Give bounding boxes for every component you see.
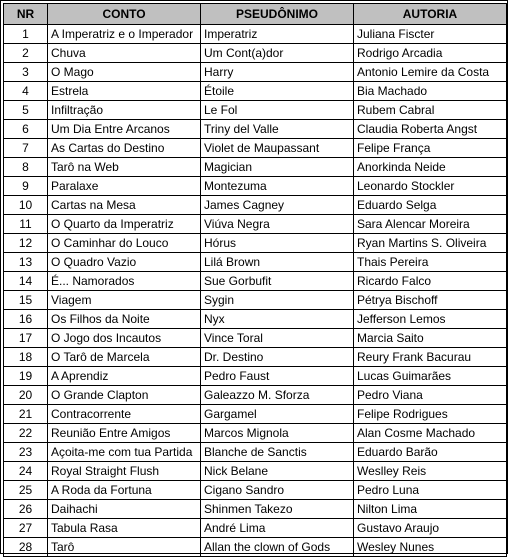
cell-conto[interactable]: Tarô: [48, 538, 201, 557]
cell-pseudonimo[interactable]: Montezuma: [201, 177, 354, 196]
cell-autoria[interactable]: Marcia Saito: [354, 329, 507, 348]
cell-conto[interactable]: É... Namorados: [48, 272, 201, 291]
table-row: [4, 500, 507, 519]
cell-nr[interactable]: 7: [4, 139, 48, 158]
cell-pseudonimo[interactable]: Sygin: [201, 291, 354, 310]
cell-pseudonimo[interactable]: Magician: [201, 158, 354, 177]
cell-autoria[interactable]: Alan Cosme Machado: [354, 424, 507, 443]
cell-pseudonimo[interactable]: Cigano Sandro: [201, 481, 354, 500]
cell-autoria[interactable]: Felipe Rodrigues: [354, 405, 507, 424]
cell-conto[interactable]: Daihachi: [48, 500, 201, 519]
table-row: [4, 424, 507, 443]
cell-autoria[interactable]: Sara Alencar Moreira: [354, 215, 507, 234]
cell-conto[interactable]: Paralaxe: [48, 177, 201, 196]
table-row: [4, 291, 507, 310]
cell-autoria[interactable]: Lucas Guimarães: [354, 367, 507, 386]
table-row: [4, 101, 507, 120]
cell-conto[interactable]: Reunião Entre Amigos: [48, 424, 201, 443]
table-row: [4, 272, 507, 291]
cell-autoria[interactable]: Jefferson Lemos: [354, 310, 507, 329]
cell-conto[interactable]: O Jogo dos Incautos: [48, 329, 201, 348]
cell-pseudonimo[interactable]: Pedro Faust: [201, 367, 354, 386]
cell-autoria[interactable]: Pedro Viana: [354, 386, 507, 405]
table-row: [4, 139, 507, 158]
cell-nr[interactable]: 18: [4, 348, 48, 367]
cell-autoria[interactable]: Thais Pereira: [354, 253, 507, 272]
cell-pseudonimo[interactable]: Sue Gorbufit: [201, 272, 354, 291]
cell-pseudonimo[interactable]: Blanche de Sanctis: [201, 443, 354, 462]
cell-pseudonimo[interactable]: Étoile: [201, 82, 354, 101]
cell-autoria[interactable]: Claudia Roberta Angst: [354, 120, 507, 139]
cell-nr[interactable]: 9: [4, 177, 48, 196]
cell-autoria[interactable]: Weslley Reis: [354, 462, 507, 481]
cell-pseudonimo[interactable]: Harry: [201, 63, 354, 82]
cell-nr[interactable]: 4: [4, 82, 48, 101]
cell-pseudonimo[interactable]: Marcos Mignola: [201, 424, 354, 443]
cell-nr[interactable]: 25: [4, 481, 48, 500]
cell-autoria[interactable]: Eduardo Barão: [354, 443, 507, 462]
cell-nr[interactable]: 13: [4, 253, 48, 272]
cell-pseudonimo[interactable]: Lilá Brown: [201, 253, 354, 272]
table-row: [4, 386, 507, 405]
cell-nr[interactable]: 3: [4, 63, 48, 82]
cell-pseudonimo[interactable]: André Lima: [201, 519, 354, 538]
cell-conto[interactable]: Tabula Rasa: [48, 519, 201, 538]
table-row: [4, 63, 507, 82]
table-row: [4, 462, 507, 481]
table-row: [4, 196, 507, 215]
table-row: [4, 82, 507, 101]
header-nr[interactable]: NR: [4, 4, 48, 25]
cell-autoria[interactable]: Antonio Lemire da Costa: [354, 63, 507, 82]
cell-pseudonimo[interactable]: Le Fol: [201, 101, 354, 120]
cell-conto[interactable]: Cartas na Mesa: [48, 196, 201, 215]
cell-nr[interactable]: 1: [4, 25, 48, 44]
cell-pseudonimo[interactable]: Galeazzo M. Sforza: [201, 386, 354, 405]
cell-nr[interactable]: 12: [4, 234, 48, 253]
table-row: [4, 215, 507, 234]
header-autoria[interactable]: AUTORIA: [354, 4, 507, 25]
cell-autoria[interactable]: Wesley Nunes: [354, 538, 507, 557]
cell-conto[interactable]: O Tarô de Marcela: [48, 348, 201, 367]
cell-conto[interactable]: Infiltração: [48, 101, 201, 120]
cell-autoria[interactable]: Nilton Lima: [354, 500, 507, 519]
cell-conto[interactable]: Açoita-me com tua Partida: [48, 443, 201, 462]
cell-conto[interactable]: Viagem: [48, 291, 201, 310]
cell-pseudonimo[interactable]: Nyx: [201, 310, 354, 329]
cell-conto[interactable]: Tarô na Web: [48, 158, 201, 177]
cell-conto[interactable]: Contracorrente: [48, 405, 201, 424]
table-row: [4, 348, 507, 367]
cell-autoria[interactable]: Reury Frank Bacurau: [354, 348, 507, 367]
cell-autoria[interactable]: Felipe França: [354, 139, 507, 158]
cell-pseudonimo[interactable]: Shinmen Takezo: [201, 500, 354, 519]
stories-table: [3, 3, 507, 557]
header-pseudonimo[interactable]: PSEUDÔNIMO: [201, 4, 354, 25]
cell-conto[interactable]: A Imperatriz e o Imperador: [48, 25, 201, 44]
cell-conto[interactable]: O Mago: [48, 63, 201, 82]
header-row: [4, 4, 507, 25]
cell-autoria[interactable]: Rodrigo Arcadia: [354, 44, 507, 63]
cell-nr[interactable]: 21: [4, 405, 48, 424]
header-conto[interactable]: CONTO: [48, 4, 201, 25]
cell-nr[interactable]: 23: [4, 443, 48, 462]
cell-conto[interactable]: O Quadro Vazio: [48, 253, 201, 272]
cell-nr[interactable]: 20: [4, 386, 48, 405]
cell-pseudonimo[interactable]: Gargamel: [201, 405, 354, 424]
cell-pseudonimo[interactable]: Nick Belane: [201, 462, 354, 481]
cell-conto[interactable]: O Quarto da Imperatriz: [48, 215, 201, 234]
table-row: [4, 519, 507, 538]
cell-autoria[interactable]: Ryan Martins S. Oliveira: [354, 234, 507, 253]
cell-nr[interactable]: 16: [4, 310, 48, 329]
table-row: [4, 443, 507, 462]
table-row: [4, 177, 507, 196]
cell-nr[interactable]: 22: [4, 424, 48, 443]
cell-autoria[interactable]: Anorkinda Neide: [354, 158, 507, 177]
cell-pseudonimo[interactable]: Hórus: [201, 234, 354, 253]
cell-nr[interactable]: 8: [4, 158, 48, 177]
cell-pseudonimo[interactable]: Imperatriz: [201, 25, 354, 44]
cell-pseudonimo[interactable]: Allan the clown of Gods: [201, 538, 354, 557]
cell-pseudonimo[interactable]: Vince Toral: [201, 329, 354, 348]
table-row: [4, 25, 507, 44]
table-row: [4, 44, 507, 63]
cell-conto[interactable]: Um Dia Entre Arcanos: [48, 120, 201, 139]
cell-autoria[interactable]: Juliana Fiscter: [354, 25, 507, 44]
cell-pseudonimo[interactable]: Triny del Valle: [201, 120, 354, 139]
cell-conto[interactable]: Royal Straight Flush: [48, 462, 201, 481]
cell-conto[interactable]: Chuva: [48, 44, 201, 63]
cell-nr[interactable]: 6: [4, 120, 48, 139]
cell-nr[interactable]: 2: [4, 44, 48, 63]
cell-pseudonimo[interactable]: Viúva Negra: [201, 215, 354, 234]
cell-nr[interactable]: 19: [4, 367, 48, 386]
table-row: [4, 405, 507, 424]
cell-nr[interactable]: 27: [4, 519, 48, 538]
cell-conto[interactable]: Os Filhos da Noite: [48, 310, 201, 329]
cell-nr[interactable]: 10: [4, 196, 48, 215]
cell-nr[interactable]: 5: [4, 101, 48, 120]
cell-autoria[interactable]: Ricardo Falco: [354, 272, 507, 291]
cell-nr[interactable]: 14: [4, 272, 48, 291]
table-row: [4, 367, 507, 386]
cell-autoria[interactable]: Gustavo Araujo: [354, 519, 507, 538]
cell-pseudonimo[interactable]: Um Cont(a)dor: [201, 44, 354, 63]
cell-autoria[interactable]: Pedro Luna: [354, 481, 507, 500]
cell-nr[interactable]: 24: [4, 462, 48, 481]
cell-conto[interactable]: As Cartas do Destino: [48, 139, 201, 158]
cell-autoria[interactable]: Bia Machado: [354, 82, 507, 101]
cell-conto[interactable]: Estrela: [48, 82, 201, 101]
cell-pseudonimo[interactable]: James Cagney: [201, 196, 354, 215]
cell-autoria[interactable]: Rubem Cabral: [354, 101, 507, 120]
cell-nr[interactable]: 26: [4, 500, 48, 519]
cell-conto[interactable]: A Roda da Fortuna: [48, 481, 201, 500]
table-row: [4, 234, 507, 253]
cell-nr[interactable]: 15: [4, 291, 48, 310]
table-row: [4, 310, 507, 329]
cell-pseudonimo[interactable]: Violet de Maupassant: [201, 139, 354, 158]
cell-pseudonimo[interactable]: Dr. Destino: [201, 348, 354, 367]
table-row: [4, 253, 507, 272]
cell-autoria[interactable]: Leonardo Stockler: [354, 177, 507, 196]
cell-nr[interactable]: 17: [4, 329, 48, 348]
cell-conto[interactable]: A Aprendiz: [48, 367, 201, 386]
cell-nr[interactable]: 11: [4, 215, 48, 234]
table-row: [4, 158, 507, 177]
cell-conto[interactable]: O Caminhar do Louco: [48, 234, 201, 253]
cell-conto[interactable]: O Grande Clapton: [48, 386, 201, 405]
table-row: [4, 329, 507, 348]
table-row: [4, 120, 507, 139]
cell-autoria[interactable]: Pétrya Bischoff: [354, 291, 507, 310]
cell-nr[interactable]: 28: [4, 538, 48, 557]
table-row: [4, 481, 507, 500]
cell-autoria[interactable]: Eduardo Selga: [354, 196, 507, 215]
